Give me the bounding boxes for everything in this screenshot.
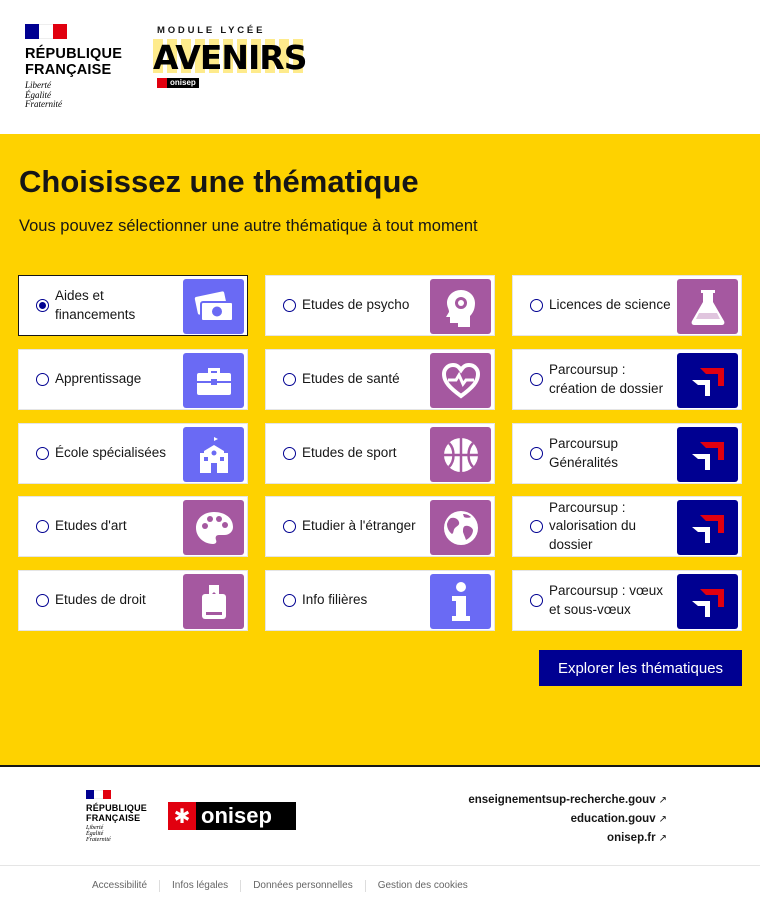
external-link-icon: ↗ xyxy=(658,814,667,825)
theme-label: Info filières xyxy=(302,592,368,608)
parcoursup-icon xyxy=(677,353,738,408)
module-word: AVENIRS xyxy=(153,38,307,77)
theme-label: École spécialisées xyxy=(55,445,167,461)
theme-card[interactable] xyxy=(18,275,248,336)
theme-radio[interactable] xyxy=(530,594,543,607)
link-infos-legales[interactable]: Infos légales xyxy=(159,880,240,892)
theme-radio[interactable] xyxy=(36,373,49,386)
theme-label: Etudier à l'étranger xyxy=(302,518,416,534)
module-label: MODULE LYCÉE xyxy=(157,25,266,36)
theme-radio[interactable] xyxy=(530,520,543,533)
link-accessibilite[interactable]: Accessibilité xyxy=(92,880,148,891)
theme-card[interactable] xyxy=(512,349,742,410)
theme-label: Etudes de droit xyxy=(55,592,146,608)
theme-label: Etudes de psycho xyxy=(302,297,410,313)
onisep-tag: onisep xyxy=(157,78,199,88)
theme-radio[interactable] xyxy=(283,520,296,533)
theme-card[interactable] xyxy=(265,496,495,557)
theme-card[interactable] xyxy=(18,570,248,631)
theme-label: Etudes de santé xyxy=(302,371,400,387)
theme-card[interactable] xyxy=(512,496,742,557)
heart-pulse-icon xyxy=(430,353,491,408)
theme-label: Etudes de sport xyxy=(302,445,397,461)
theme-card[interactable] xyxy=(265,423,495,484)
theme-radio[interactable] xyxy=(530,373,543,386)
money-icon xyxy=(183,279,244,334)
theme-radio[interactable] xyxy=(36,520,49,533)
theme-card[interactable] xyxy=(512,570,742,631)
theme-card[interactable] xyxy=(265,570,495,631)
explore-themes-button[interactable]: Explorer les thématiques xyxy=(539,650,742,686)
theme-radio[interactable] xyxy=(283,299,296,312)
link-onisep[interactable]: onisep.fr ↗ xyxy=(607,832,667,844)
external-link-icon: ↗ xyxy=(658,795,667,806)
palette-icon xyxy=(183,500,244,555)
theme-label: Etudes d'art xyxy=(55,518,127,534)
parcoursup-icon xyxy=(677,500,738,555)
info-icon xyxy=(430,574,491,629)
theme-label: Parcoursup : vœux et sous-vœux xyxy=(549,583,664,617)
theme-label: Apprentissage xyxy=(55,371,142,387)
footer-external-links xyxy=(468,791,667,848)
french-flag-icon xyxy=(25,24,67,39)
rf-name: RÉPUBLIQUE FRANÇAISE xyxy=(25,46,123,78)
link-donnees-personnelles[interactable]: Données personnelles xyxy=(240,880,365,892)
theme-selection-section xyxy=(0,134,760,767)
onisep-star-icon: ✱ xyxy=(168,802,196,830)
link-education[interactable]: education.gouv ↗ xyxy=(570,813,667,825)
french-flag-icon xyxy=(86,790,111,799)
globe-icon xyxy=(430,500,491,555)
parcoursup-icon xyxy=(677,427,738,482)
theme-radio[interactable] xyxy=(36,447,49,460)
parcoursup-icon xyxy=(677,574,738,629)
theme-radio[interactable] xyxy=(283,447,296,460)
book-icon xyxy=(183,574,244,629)
theme-radio[interactable] xyxy=(283,373,296,386)
rf-motto: Liberté Égalité Fraternité xyxy=(25,80,62,109)
module-avenirs-logo[interactable] xyxy=(153,25,309,91)
footer-onisep-logo[interactable]: ✱ onisep xyxy=(168,802,296,830)
theme-label: Parcoursup : valorisation du dossier xyxy=(549,499,637,552)
head-gear-icon xyxy=(430,279,491,334)
theme-label: Aides et financements xyxy=(55,288,136,322)
footer-divider xyxy=(0,865,760,866)
theme-radio[interactable] xyxy=(530,447,543,460)
republique-francaise-logo[interactable] xyxy=(25,24,122,110)
theme-card[interactable] xyxy=(512,275,742,336)
onisep-square-icon xyxy=(157,78,167,88)
flask-icon xyxy=(677,279,738,334)
theme-card[interactable] xyxy=(265,275,495,336)
theme-label: Parcoursup : création de dossier xyxy=(549,362,664,396)
basketball-icon xyxy=(430,427,491,482)
site-footer xyxy=(0,769,760,906)
theme-card[interactable] xyxy=(512,423,742,484)
theme-radio[interactable] xyxy=(36,299,49,312)
school-icon xyxy=(183,427,244,482)
page-title: Choisissez une thématique xyxy=(19,164,419,199)
theme-radio[interactable] xyxy=(36,594,49,607)
link-gestion-cookies[interactable]: Gestion des cookies xyxy=(365,880,480,892)
theme-card[interactable] xyxy=(18,496,248,557)
theme-radio[interactable] xyxy=(530,299,543,312)
external-link-icon: ↗ xyxy=(658,833,667,844)
site-header xyxy=(0,0,760,134)
theme-card[interactable] xyxy=(18,349,248,410)
briefcase-icon xyxy=(183,353,244,408)
link-enseignementsup[interactable]: enseignementsup-recherche.gouv ↗ xyxy=(468,794,667,806)
footer-legal-links xyxy=(92,880,480,892)
theme-card[interactable] xyxy=(18,423,248,484)
theme-label: Licences de science xyxy=(549,297,671,313)
page-subtitle: Vous pouvez sélectionner une autre thématique à tout moment xyxy=(19,217,478,235)
theme-radio[interactable] xyxy=(283,594,296,607)
footer-republique-francaise-logo[interactable]: RÉPUBLIQUE FRANÇAISE Liberté Égalité Fraternité xyxy=(86,790,147,843)
theme-label: Parcoursup Généralités xyxy=(549,436,619,470)
theme-card[interactable] xyxy=(265,349,495,410)
